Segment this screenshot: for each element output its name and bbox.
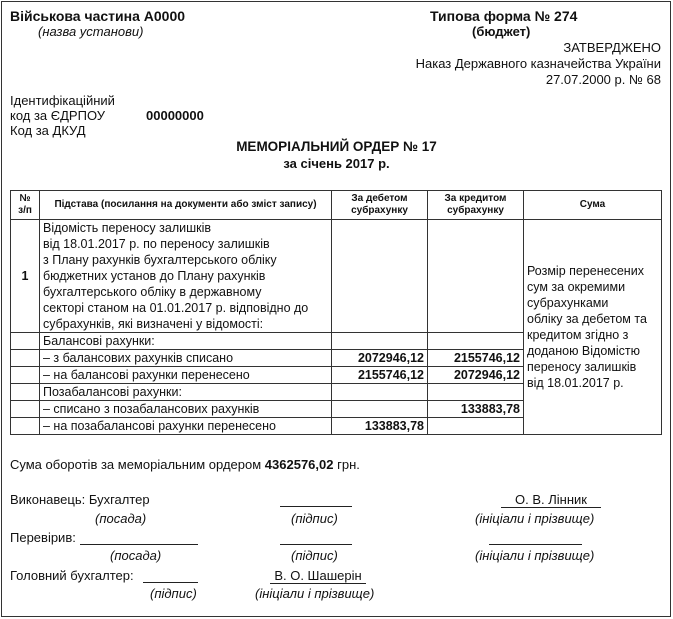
executor-label: Виконавець: Бухгалтер bbox=[10, 492, 150, 507]
row-credit: 133883,78 bbox=[428, 401, 524, 418]
chief-label: Головний бухгалтер: bbox=[10, 568, 134, 583]
checked-position-line bbox=[80, 544, 198, 545]
basis-cell: Відомість переносу залишків від 18.01.2017 р. по переносу залишків з Плану рахунків бухгалтерського обліку бюджетних установ до Плану рахунків бухгалтерського обліку в державному секторі станом на 01.01.2017 р. відповідно до субрахунків, які визначені у відомості: bbox=[40, 220, 332, 333]
ident-value: 00000000 bbox=[146, 108, 204, 123]
row-debit: 2072946,12 bbox=[332, 350, 428, 367]
credit-cell bbox=[428, 220, 524, 333]
checked-position-caption: (посада) bbox=[110, 548, 162, 563]
row-credit: 2155746,12 bbox=[428, 350, 524, 367]
row-debit bbox=[332, 333, 428, 350]
table-header-row bbox=[11, 191, 662, 220]
row-basis: – на позабалансові рахунки перенесено bbox=[40, 418, 332, 435]
row-basis: – на балансові рахунки перенесено bbox=[40, 367, 332, 384]
row-debit: 2155746,12 bbox=[332, 367, 428, 384]
row-debit bbox=[332, 401, 428, 418]
checked-label: Перевірив: bbox=[10, 530, 76, 545]
ident-label-1: Ідентифікаційний bbox=[10, 93, 115, 108]
order-date: 27.07.2000 р. № 68 bbox=[545, 72, 661, 87]
header-basis: Підстава (посилання на документи або зміст запису) bbox=[40, 191, 332, 220]
approved-label: ЗАТВЕРДЖЕНО bbox=[563, 40, 661, 55]
table-row bbox=[11, 220, 662, 333]
chief-signature-line bbox=[143, 582, 198, 583]
row-credit bbox=[428, 418, 524, 435]
row-debit bbox=[332, 384, 428, 401]
order-line: Наказ Державного казначейства України bbox=[415, 56, 661, 71]
row-debit: 133883,78 bbox=[332, 418, 428, 435]
row-credit: 2072946,12 bbox=[428, 367, 524, 384]
header-number: № з/п bbox=[11, 191, 40, 220]
checked-signature-caption: (підпис) bbox=[291, 548, 338, 563]
turnover-label: Сума оборотів за меморіальним ордером bbox=[10, 457, 262, 472]
row-basis: – з балансових рахунків списано bbox=[40, 350, 332, 367]
checked-signature-line bbox=[280, 544, 352, 545]
row-credit bbox=[428, 333, 524, 350]
order-title: МЕМОРІАЛЬНИЙ ОРДЕР № 17 bbox=[236, 139, 437, 154]
checked-initials-caption: (ініціали і прізвище) bbox=[475, 548, 595, 563]
chief-initials-caption: (ініціали і прізвище) bbox=[255, 586, 375, 601]
header-credit: За кредитом субрахунку bbox=[428, 191, 524, 220]
row-basis: – списано з позабалансових рахунків bbox=[40, 401, 332, 418]
ident-label-2: код за ЄДРПОУ bbox=[10, 108, 106, 123]
row-basis: Позабалансові рахунки: bbox=[40, 384, 332, 401]
turnover-unit: грн. bbox=[337, 457, 360, 472]
sum-cell: Розмір перенесених сум за окремими субрахунками обліку за дебетом та кредитом згідно з доданою Відомістю переносу залишків від 18.01.2017 р. bbox=[524, 220, 662, 435]
form-subtitle: (бюджет) bbox=[472, 24, 531, 39]
header-sum: Сума bbox=[524, 191, 662, 220]
row-number: 1 bbox=[11, 220, 40, 333]
executor-initials-caption: (ініціали і прізвище) bbox=[475, 511, 595, 526]
order-period: за січень 2017 р. bbox=[283, 156, 390, 171]
order-table bbox=[10, 190, 662, 435]
turnover-line bbox=[10, 457, 360, 472]
checked-name-line bbox=[489, 544, 582, 545]
executor-signature-caption: (підпис) bbox=[291, 511, 338, 526]
header-debit: За дебетом субрахунку bbox=[332, 191, 428, 220]
turnover-value: 4362576,02 bbox=[264, 457, 334, 472]
form-title: Типова форма № 274 bbox=[430, 8, 578, 24]
row-basis: Балансові рахунки: bbox=[40, 333, 332, 350]
unit-caption: (назва установи) bbox=[38, 24, 144, 39]
executor-position-caption: (посада) bbox=[95, 511, 147, 526]
row-credit bbox=[428, 384, 524, 401]
chief-name: В. О. Шашерін bbox=[270, 568, 366, 584]
dkud-label: Код за ДКУД bbox=[10, 123, 86, 138]
debit-cell bbox=[332, 220, 428, 333]
executor-signature-line bbox=[280, 506, 352, 507]
executor-name: О. В. Лінник bbox=[501, 492, 601, 508]
chief-signature-caption: (підпис) bbox=[150, 586, 197, 601]
executor-position: Бухгалтер bbox=[88, 492, 150, 507]
unit-name: Військова частина А0000 bbox=[10, 8, 186, 24]
